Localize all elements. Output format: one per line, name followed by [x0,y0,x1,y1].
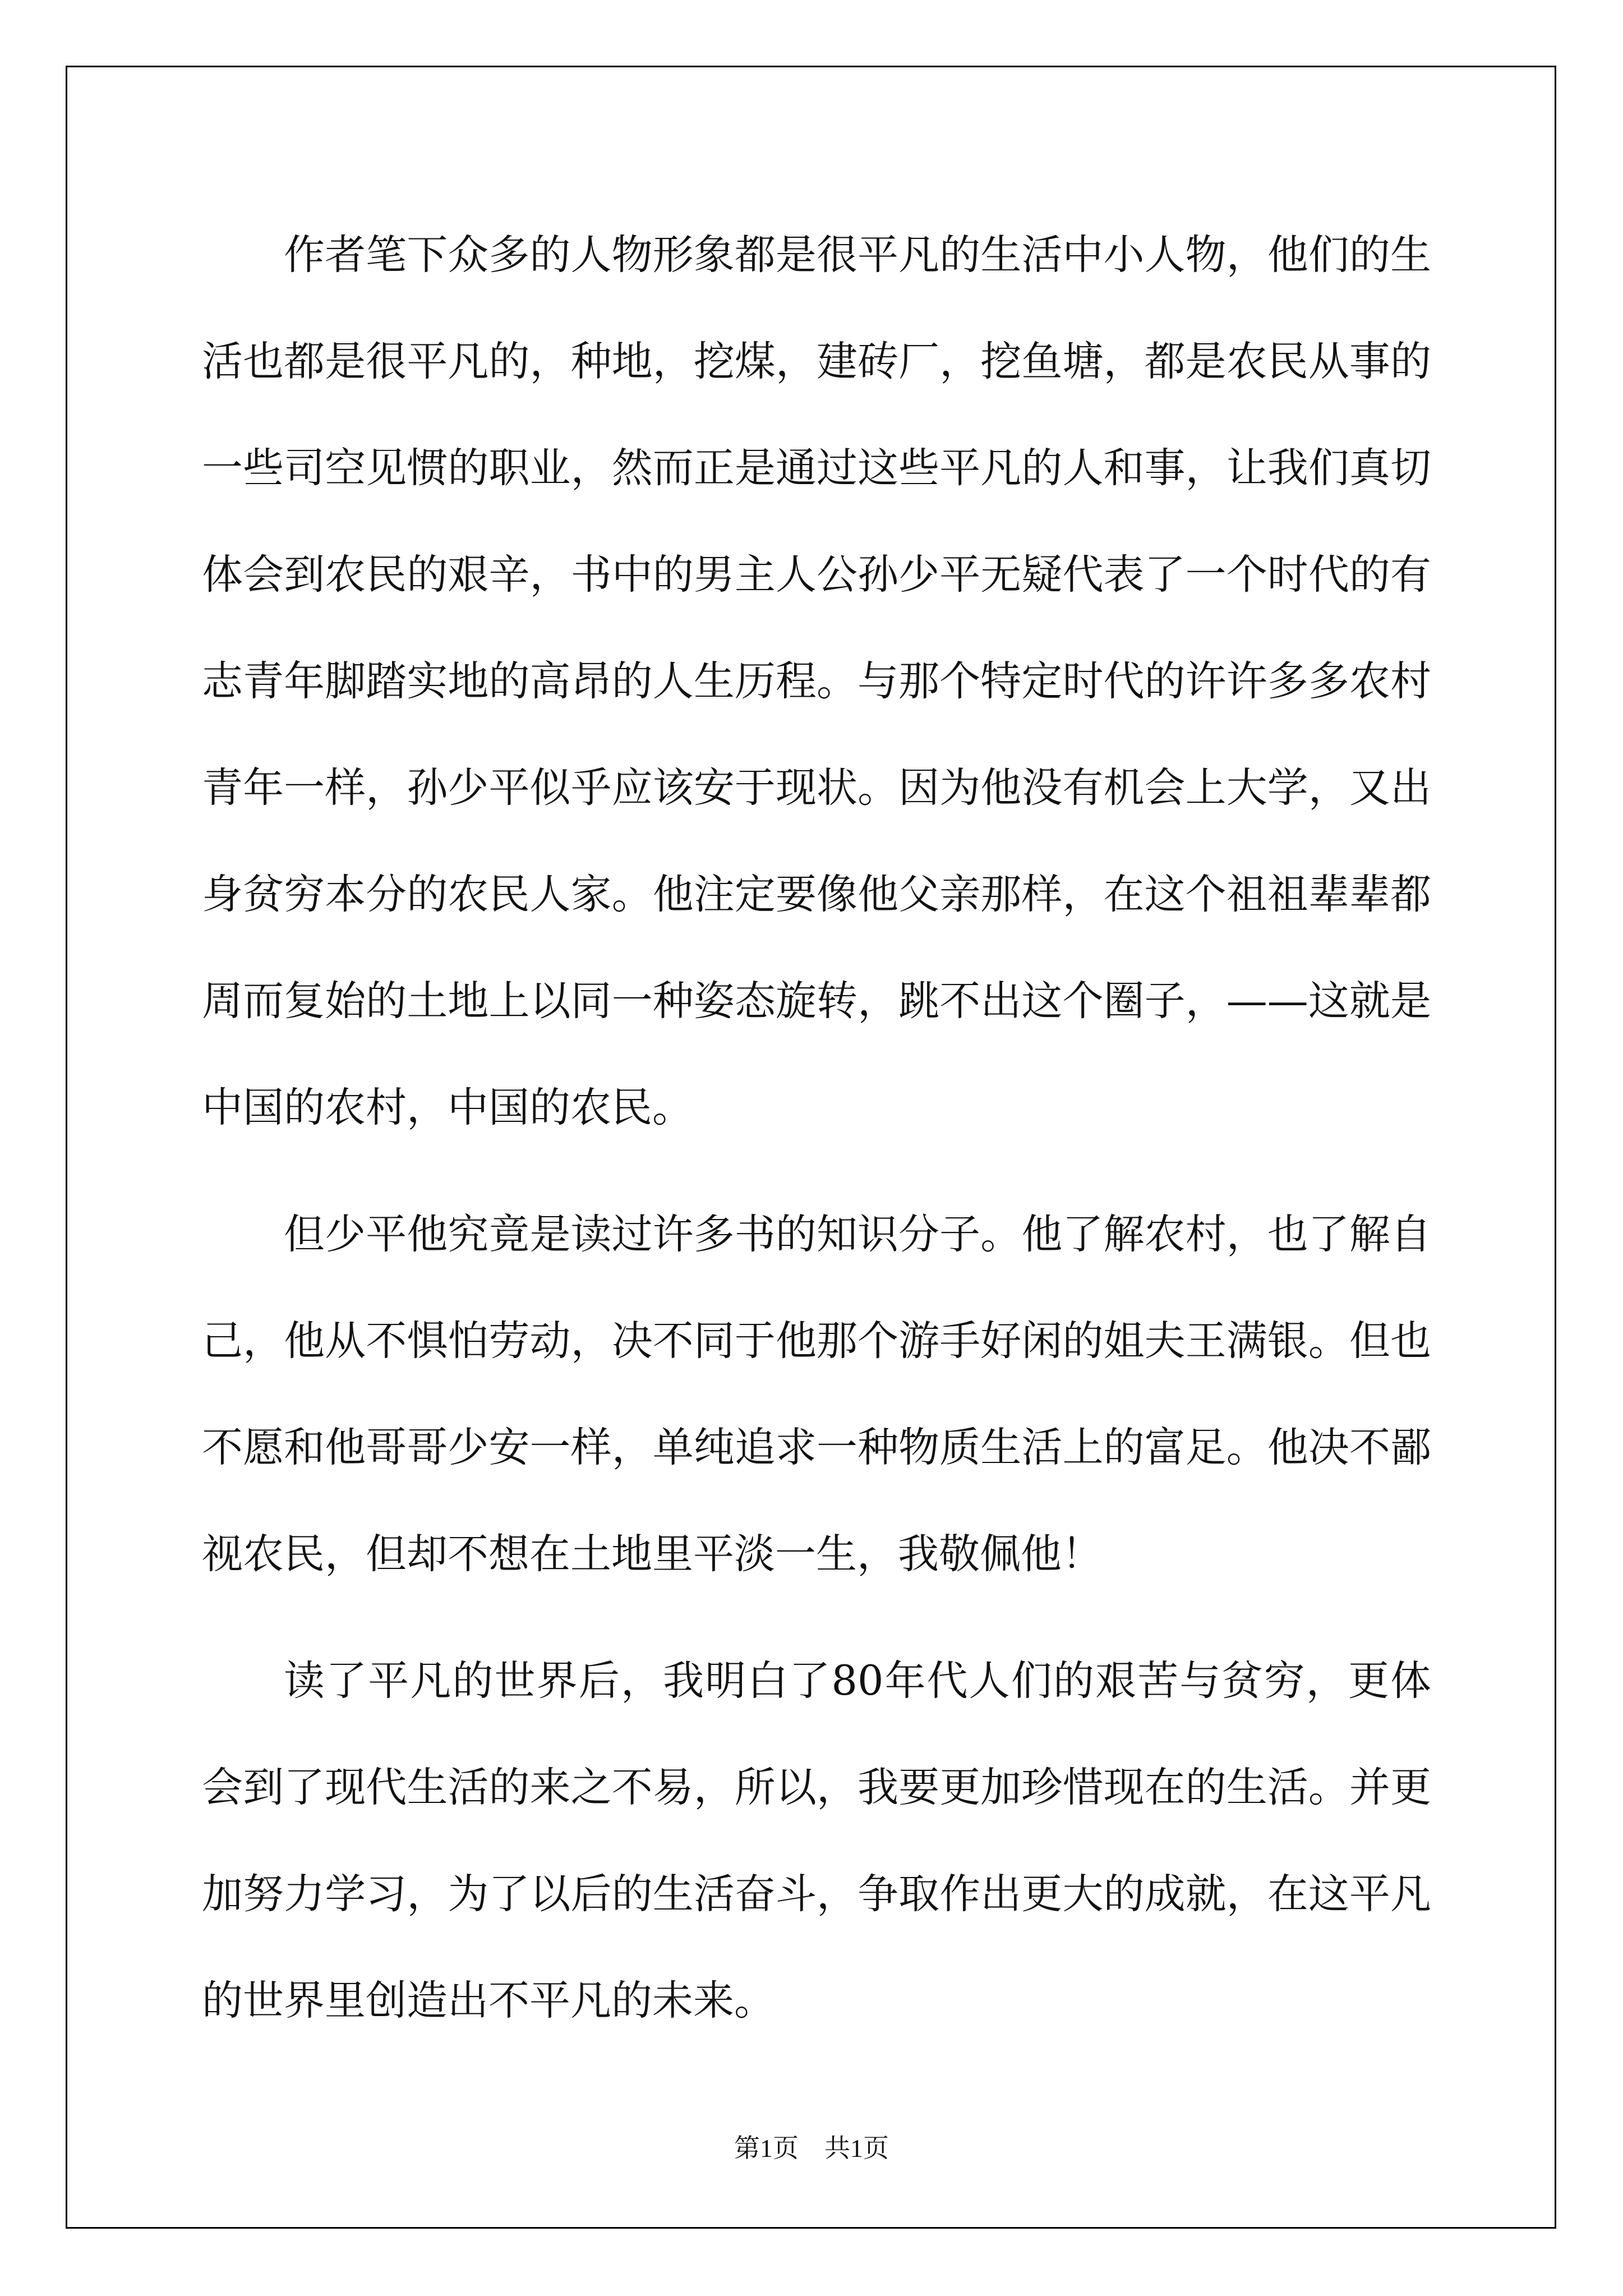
page-number-footer: 第1页 共1页 [734,2134,889,2162]
paragraph-1: 作者笔下众多的人物形象都是很平凡的生活中小人物，他们的生活也都是很平凡的，种地，挖煤，建砖厂，挖鱼塘，都是农民从事的一些司空见惯的职业，然而正是通过这些平凡的人和事，让我们真切体会到农民的艰辛，书中的男主人公孙少平无疑代表了一个时代的有志青年脚踏实地的高昂的人生历程。与那个特定时代的许许多多农村青年一样，孙少平似乎应该安于现状。因为他没有机会上大学，又出身贫穷本分的农民人家。他注定要像他父亲那样，在这个祖祖辈辈都周而复始的土地上以同一种姿态旋转，跳不出这个圈子，——这就是中国的农村，中国的农民。 [202,231,1431,1131]
paragraph-3: 读了平凡的世界后，我明白了80年代人们的艰苦与贫穷，更体会到了现代生活的来之不易，所以，我要更加珍惜现在的生活。并更加努力学习，为了以后的生活奋斗，争取作出更大的成就，在这平凡的世界里创造出不平凡的未来。 [202,1657,1431,2024]
paragraph-2: 但少平他究竟是读过许多书的知识分子。他了解农村，也了解自己，他从不惧怕劳动，决不同于他那个游手好闲的姐夫王满银。但也不愿和他哥哥少安一样，单纯追求一种物质生活上的富足。他决不鄙视农民，但却不想在土地里平淡一生，我敬佩他！ [202,1211,1431,1578]
document-body [202,202,1431,2074]
